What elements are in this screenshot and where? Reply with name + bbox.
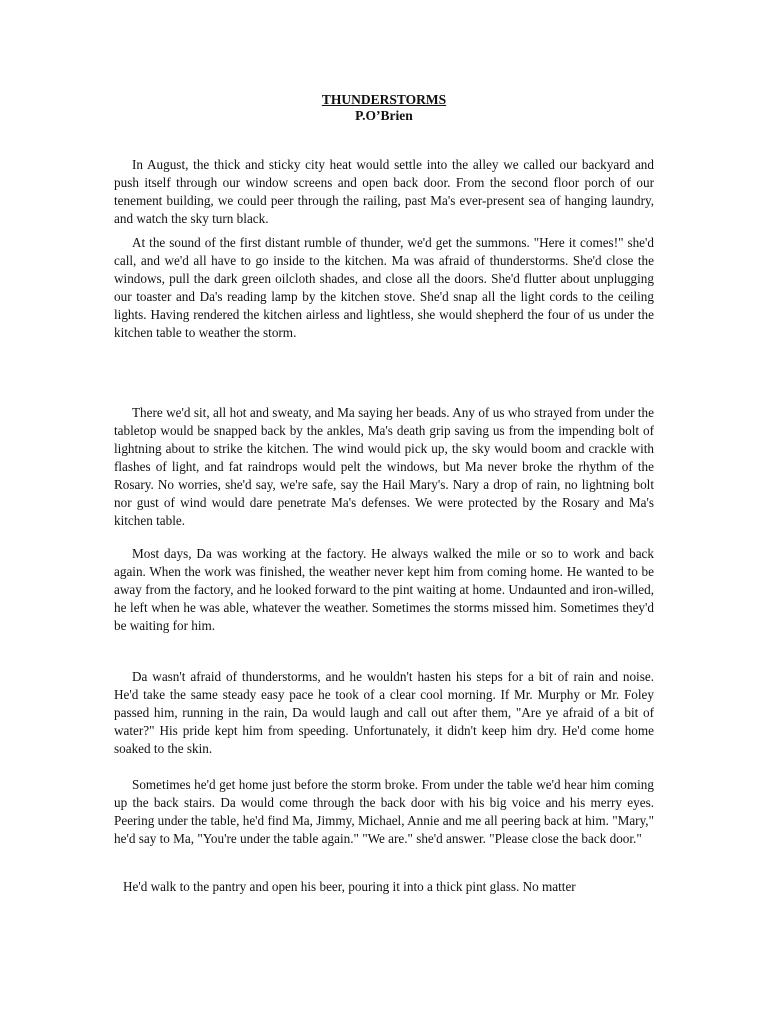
paragraph-5: Da wasn't afraid of thunderstorms, and he wouldn't hasten his steps for a bit of rain and noise. He'd take the same steady easy pace he took of a clear cool morning. If Mr. Murphy or Mr. Foley passed him, running in the rain, Da would laugh and call out after them, "Are ye afraid of a bit of water?" His pride kept him from speeding. Unfortunately, it didn't keep him dry. He'd come home soaked to the skin. — [114, 669, 654, 756]
paragraph-3: There we'd sit, all hot and sweaty, and Ma saying her beads. Any of us who strayed from under the tabletop would be snapped back by the ankles, Ma's death grip saving us from the impending bolt of lightning about to strike the kitchen. The wind would pick up, the sky would boom and crackle with flashes of light, and fat raindrops would pelt the windows, but Ma never broke the rhythm of the Rosary. No worries, she'd say, we're safe, say the Hail Mary's. Nary a drop of rain, no lightning bolt nor gust of wind would dare penetrate Ma's defenses. We were protected by the Rosary and Ma's kitchen table. — [114, 405, 654, 528]
story-title: THUNDERSTORMS — [321, 92, 447, 107]
paragraph-2: At the sound of the first distant rumble of thunder, we'd get the summons. "Here it comes!" she'd call, and we'd all have to go inside to the kitchen. Ma was afraid of thunderstorms. She'd close the windows, pull the dark green oilcloth shades, and close all the doors. She'd flutter about unplugging our toaster and Da's reading lamp by the kitchen stove. She'd snap all the light cords to the ceiling lights. Having rendered the kitchen airless and lightless, she would shepherd the four of us under the kitchen table to weather the storm. — [114, 235, 654, 340]
story-author: P.O’Brien — [355, 108, 413, 123]
paragraph-7: He'd walk to the pantry and open his beer, pouring it into a thick pint glass. No matter — [123, 879, 576, 894]
paragraph-4: Most days, Da was working at the factory. He always walked the mile or so to work and back again. When the work was finished, the weather never kept him from coming home. He wanted to be away from the factory, and he looked forward to the pint waiting at home. Undaunted and iron-willed, he left when he was able, whatever the weather. Sometimes the storms missed him. Sometimes they'd be waiting for him. — [114, 546, 654, 633]
paragraph-6: Sometimes he'd get home just before the storm broke. From under the table we'd hear him coming up the back stairs. Da would come through the back door with his big voice and his merry eyes. Peering under the table, he'd find Ma, Jimmy, Michael, Annie and me all peering back at him. "Mary," he'd say to Ma, "You're under the table again." "We are." she'd answer. "Please close the back door." — [114, 777, 654, 846]
paragraph-1: In August, the thick and sticky city heat would settle into the alley we called our backyard and push itself through our window screens and open back door. From the second floor porch of our tenement building, we could peer through the railing, past Ma's ever-present sea of hanging laundry, and watch the sky turn black. — [114, 157, 654, 226]
